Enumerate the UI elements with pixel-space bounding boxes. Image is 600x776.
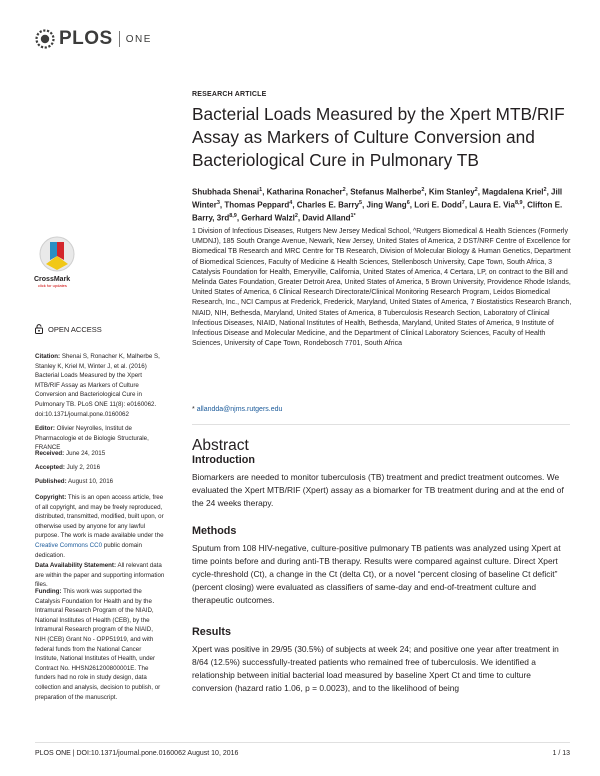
author-affiliation-sup: 2 [342, 187, 346, 193]
affiliations: 1 Division of Infectious Diseases, Rutgers New Jersey Medical School, ^Rutgers Biomedical & Health Sciences (Formerly UMDNJ), 185 South Orange Avenue, Newark, New Jersey, United States of America, 2 DST/NRF Centre of Excellence for Biomedical TB Research and MRC Centre for TB Research, Division of Molecular Biology & Human Genetics, Department of Biomedical Sciences, Faculty of Medicine & Health Sciences, Stellenbosch University, Cape Town, South Africa, 3 Catalysis Foundation for Health, Emeryville, California, United States of America, 4 Certara, LP, on contract to the Bill and Melinda Gates Foundation, Greater Detroit Area, United States of America, 5 Brown University, Providence Rhode Islands, United States of America, 6 Clinical Research Directorate/Clinical Monitoring Research Program, Leidos Biomedical Research, Inc., NCI Campus at Frederick, Frederick, Maryland, United States of America, 7 Biostatistics Research Branch, NIAID, NIH, Bethesda, Maryland, United States of America, 8 Tuberculosis Research Section, Laboratory of Clinical Infectious Diseases, NIAID, National Institutes of Health, Bethesda, Maryland, United States of America, 9 Institute of Infectious Disease and Molecular Medicine, and the Department of Clinical Laboratory Sciences, Faculty of Health Sciences, University of Cape Town, Rondebosch 7701, South Africa [192, 228, 572, 348]
crossmark-sublabel[interactable]: click for updates [38, 283, 67, 288]
citation-label: Citation: [35, 353, 61, 360]
copyright-text-end: public domain dedication. [35, 541, 142, 559]
copyright-label: Copyright: [35, 494, 67, 501]
data-availability [35, 561, 165, 590]
article-title: Bacterial Loads Measured by the Xpert MTB/RIF Assay as Markers of Culture Conversion and Bacteriological Cure in Pulmonary TB [192, 104, 565, 170]
plos-logo-icon [34, 28, 56, 50]
corresponding-author [192, 406, 282, 413]
footer-divider [35, 742, 570, 743]
accepted-label: Accepted: [35, 464, 65, 471]
author-affiliation-sup: 2 [474, 187, 478, 193]
author-affiliation-sup: 2 [543, 187, 547, 193]
author-name: Jing Wang [366, 200, 407, 210]
author-list: Shubhada Shenai$^1$, Katharina Ronacher$^2$, Stefanus Malherbe$^2$, Kim Stanley$^2$, Magdalena Kriel$^2$, Jill Winter$^3$, Thomas Peppard$^4$, Charles E. Barry$^5$, Jing Wang$^6$, Lori E. Dodd$^7$, Laura E. Via$^{8,9}$, Clifton E. Barry, 3rd$^{8,9}$, Gerhard Walzl$^2$, David Alland$^{1*}$ [192, 187, 563, 223]
author-affiliation-sup: 1 [259, 187, 263, 193]
author-name: Magdalena Kriel [482, 187, 544, 197]
data-availability-text: All relevant data are within the paper and supporting information files. [35, 562, 165, 589]
author-affiliation-sup: 2 [421, 187, 425, 193]
author-affiliation-sup: 8,9 [514, 200, 523, 207]
author-affiliation-sup: 1* [350, 213, 356, 220]
section-body-introduction: Biomarkers are needed to monitor tuberculosis (TB) treatment and predict treatment outcomes. We evaluated the Xpert MTB/RIF (Xpert) assay as a biomarker for TB treatment during and at the end of the 24 weeks therapy. [192, 472, 564, 508]
section-body-results: Xpert was positive in 29/95 (30.5%) of subjects at week 24; and positive one year after treatment in 8/64 (12.5%) successfully-treated patients who remained free of tuberculosis. We identified a relationship between initial bacterial load measured by baseline Xpert Ct and time to culture conversion (hazard ratio 1.06, p = 0.0023), and to the likelihood of being [192, 644, 559, 693]
author-affiliation-sup: 2 [294, 213, 298, 220]
citation-text: Shenai S, Ronacher K, Malherbe S, Stanley K, Kriel M, Winter J, et al. (2016) Bacterial Loads Measured by the Xpert MTB/RIF Assay as Markers of Culture Conversion and Bacteriological Cure in Pulmonary TB. PLoS ONE 11(8): e0160062. doi:10.1371/journal.pone.0160062 [35, 353, 160, 418]
author-name: Laura E. Via [469, 200, 515, 210]
author-affiliation-sup: 6 [406, 200, 410, 207]
open-lock-icon [35, 324, 43, 334]
citation [35, 352, 165, 419]
section-body-methods: Sputum from 108 HIV-negative, culture-positive pulmonary TB patients was analyzed using Xpert at time points before and during anti-TB therapy. Results were compared against culture. Direct Xpert cycle-threshold (Ct), a change in the Ct (delta Ct), or a novel “percent closing of baseline Ct deficit” (percent closing) were evaluated as classifiers of same-day and end-of-treatment culture and therapeutic outcomes. [192, 543, 561, 605]
author-affiliation-sup: 8,9 [229, 213, 237, 220]
author-affiliation-sup: 3 [216, 200, 220, 207]
copyright [35, 493, 165, 560]
cc0-link[interactable]: Creative Commons CC0 [35, 541, 103, 549]
logo-separator [119, 31, 120, 47]
funding-text: This work was supported the Catalysis Foundation for Health and by the Intramural Research Program of the NIAID, National Institutes of Health (CEB), by the Intramural Research program of the NIAID, NIH (CEB) Grant No - OPP51919, and with federal funds from the National Cancer Institute, National Institutes of Health, under Contract No. HHSN261200800001E. The funders had no role in study design, data collection and analysis, decision to publish, or preparation of the manuscript. [35, 588, 161, 701]
crossmark-icon[interactable] [35, 234, 79, 276]
footer-citation: PLOS ONE | DOI:10.1371/journal.pone.0160062 August 10, 2016 [35, 750, 239, 757]
published-date: August 10, 2016 [68, 478, 114, 485]
open-access-label: OPEN ACCESS [48, 324, 102, 334]
corresponding-marker: * [192, 406, 195, 413]
author-name: Gerhard Walzl [241, 213, 295, 223]
author-name: Kim Stanley [428, 187, 475, 197]
editor-label: Editor: [35, 425, 55, 432]
author-name: Stefanus Malherbe [350, 187, 422, 197]
author-name: Shubhada Shenai [192, 187, 260, 197]
abstract-heading: Abstract [192, 437, 249, 454]
received-date: June 24, 2015 [65, 450, 106, 457]
copyright-text: This is an open access article, free of all copyright, and may be freely reproduced, distributed, transmitted, modified, built upon, or otherwise used by anyone for any lawful purpose. The work is made available under the [35, 494, 164, 540]
editor-text: Olivier Neyrolles, Institut de Pharmacologie et de Biologie Structurale, FRANCE [35, 425, 149, 452]
author-affiliation-sup: 5 [359, 200, 363, 207]
section-heading-introduction: Introduction [192, 454, 255, 466]
author-name: David Alland [302, 213, 351, 223]
section-heading-results: Results [192, 626, 232, 638]
journal-logo [34, 26, 152, 52]
funding-label: Funding: [35, 588, 62, 595]
published [35, 477, 165, 487]
accepted-date: July 2, 2016 [66, 464, 101, 471]
article-type: RESEARCH ARTICLE [192, 91, 267, 98]
author-name: Clifton E. Barry, 3rd [192, 200, 563, 223]
funding [35, 587, 165, 702]
logo-journal-name: ONE [125, 33, 152, 45]
corresponding-email-link[interactable]: allandda@njms.rutgers.edu [196, 406, 283, 413]
logo-word: PLOS [59, 28, 113, 49]
section-heading-methods: Methods [192, 525, 237, 537]
author-name: Lori E. Dodd [414, 200, 462, 210]
crossmark-label[interactable]: CrossMark [34, 276, 71, 283]
divider [192, 424, 570, 425]
author-affiliation-sup: 4 [289, 200, 293, 207]
accepted [35, 463, 165, 473]
open-access-badge [35, 324, 102, 334]
published-label: Published: [35, 478, 67, 485]
data-availability-label: Data Availability Statement: [35, 562, 117, 569]
page-number: 1 / 13 [552, 750, 570, 757]
author-name: Jill Winter [192, 187, 563, 210]
author-name: Thomas Peppard [224, 200, 290, 210]
author-affiliation-sup: 7 [461, 200, 465, 207]
received-label: Received: [35, 450, 65, 457]
received [35, 449, 165, 459]
author-name: Charles E. Barry [296, 200, 360, 210]
author-name: Katharina Ronacher [266, 187, 343, 197]
